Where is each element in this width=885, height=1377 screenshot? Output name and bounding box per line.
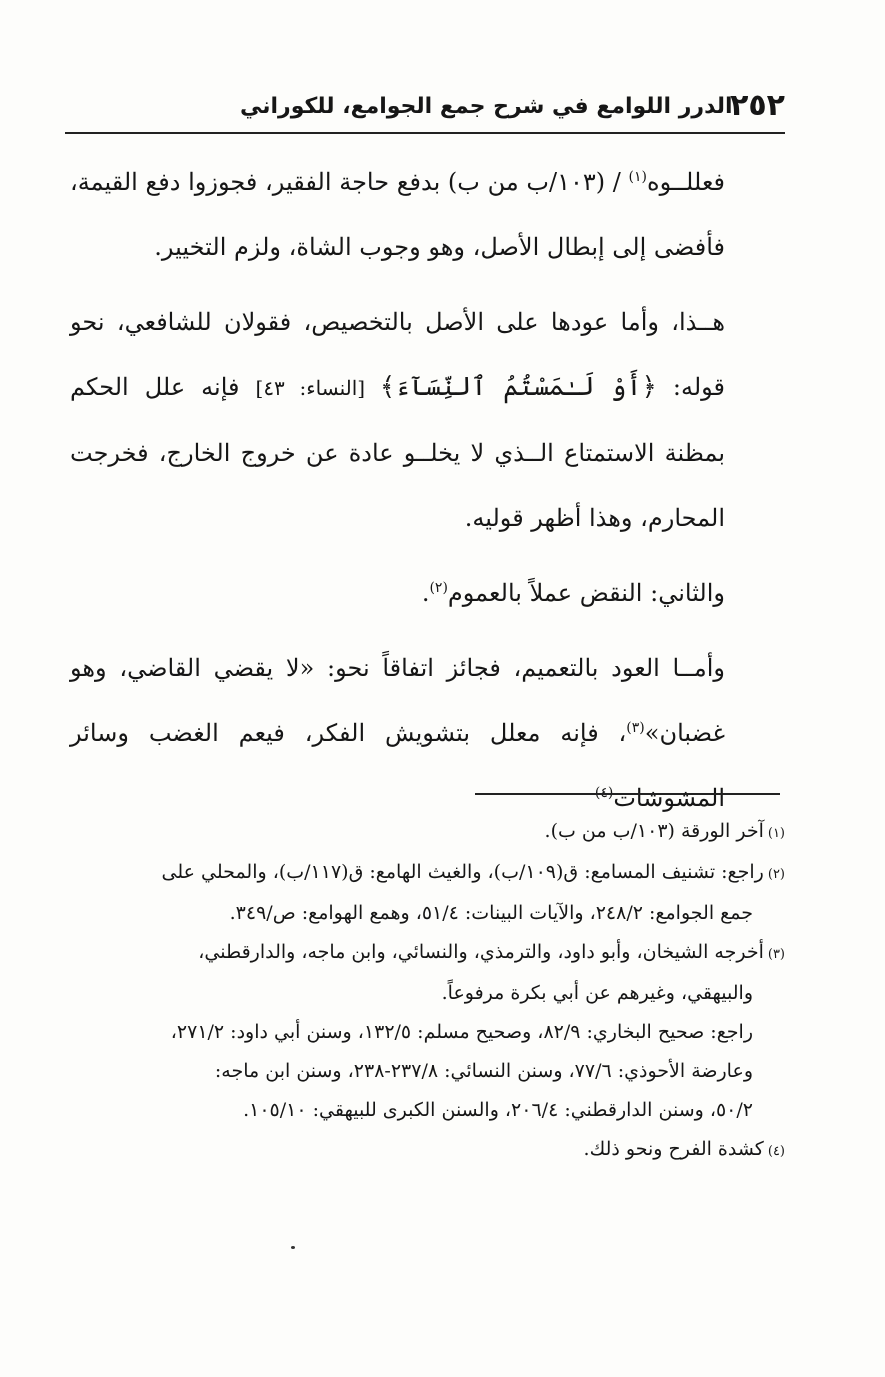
paragraph-4-text-b: ، فإنه معلل بتشويش الفكر، فيعم الغضب وسائر المشوشات: [70, 719, 725, 812]
footnote-2: [68, 853, 785, 894]
footnote-2-text: راجع: تشنيف المسامع: ق(١٠٩/ب)، والغيث الهامع: ق(١١٧/ب)، والمحلي على: [161, 861, 764, 883]
paragraph-3-text-b: .: [421, 579, 430, 607]
paragraph-2-text-a: هــذا، وأما عودها على الأصل بالتخصيص، فقولان للشافعي، نحو قوله:: [70, 308, 726, 401]
footnote-2-continuation: جمع الجوامع: ٢٤٨/٢، والآيات البينات: ٥١/٤، وهمع الهوامع: ص/٣٤٩.: [229, 902, 753, 924]
footnote-ref-1: (١): [628, 169, 648, 185]
paragraph-2-text-b: فإنه علل الحكم بمظنة الاستمتاع الــذي لا يخلــو عادة عن خروج الخارج، فخرجت المحارم، وهذا أظهر قوليه.: [70, 373, 725, 532]
paragraph-2: [70, 290, 785, 551]
footnote-3-continuation-1: والبيهقي، وغيرهم عن أبي بكرة مرفوعاً.: [441, 982, 753, 1004]
paragraph-3-text-a: والثاني: النقض عملاً بالعموم: [447, 579, 725, 607]
paragraph-4-text-a: وأمــا العود بالتعميم، فجائز اتفاقاً نحو: «لا يقضي القاضي، وهو غضبان»: [70, 654, 725, 747]
footnote-2-number: (٢): [767, 867, 785, 882]
page-header: [65, 88, 785, 134]
footnote-4: [68, 1130, 785, 1171]
footnote-3-text: أخرجه الشيخان، وأبو داود، والترمذي، والنسائي، وابن ماجه، والدارقطني،: [198, 941, 764, 963]
footnote-4-number: (٤): [767, 1144, 785, 1159]
verse-citation: [النساء: ٤٣]: [255, 376, 380, 400]
footnote-divider: [475, 793, 780, 795]
footnote-ref-2: (٢): [429, 580, 448, 596]
quran-verse: ﴿أَوْ لَـٰمَسْتُمُ ٱلنِّسَآءَ﴾: [379, 372, 657, 402]
paragraph-1: [70, 150, 785, 280]
paragraph-4: [70, 636, 785, 831]
footnote-1: [68, 812, 785, 853]
footnote-3: [68, 933, 785, 974]
footnote-3-number: (٣): [767, 947, 785, 962]
paragraph-1-text-b: / (١٠٣/ب من ب) بدفع حاجة الفقير، فجوزوا دفع القيمة، فأفضى إلى إبطال الأصل، وهو وجوب الشاة، ولزم التخيير.: [70, 168, 725, 261]
footnote-3-continuation-2: راجع: صحيح البخاري: ٨٢/٩، وصحيح مسلم: ١٣٢/٥، وسنن أبي داود: ٢٧١/٢،: [170, 1021, 753, 1043]
footnote-4-text: كشدة الفرح ونحو ذلك.: [583, 1138, 764, 1160]
footnote-1-number: (١): [767, 826, 785, 841]
footnotes: [68, 812, 785, 1171]
paragraph-1-text-a: فعللــوه: [647, 168, 725, 196]
ink-speck: [291, 1246, 295, 1249]
main-text: [70, 150, 785, 831]
footnote-ref-4: (٤): [594, 785, 614, 801]
running-title: الدرر اللوامع في شرح جمع الجوامع، للكوراني: [240, 94, 733, 119]
page-number: ٢٥٢: [730, 88, 785, 123]
footnote-1-text: آخر الورقة (١٠٣/ب من ب).: [544, 820, 764, 842]
paragraph-3: [70, 561, 785, 626]
footnote-3-continuation-3: وعارضة الأحوذي: ٧٧/٦، وسنن النسائي: ٢٣٧/٨-٢٣٨، وسنن ابن ماجه:: [214, 1060, 753, 1082]
footnote-ref-3: (٣): [626, 720, 645, 736]
footnote-3-continuation-4: ٥٠/٢، وسنن الدارقطني: ٢٠٦/٤، والسنن الكبرى للبيهقي: ١٠٥/١٠.: [243, 1099, 753, 1121]
